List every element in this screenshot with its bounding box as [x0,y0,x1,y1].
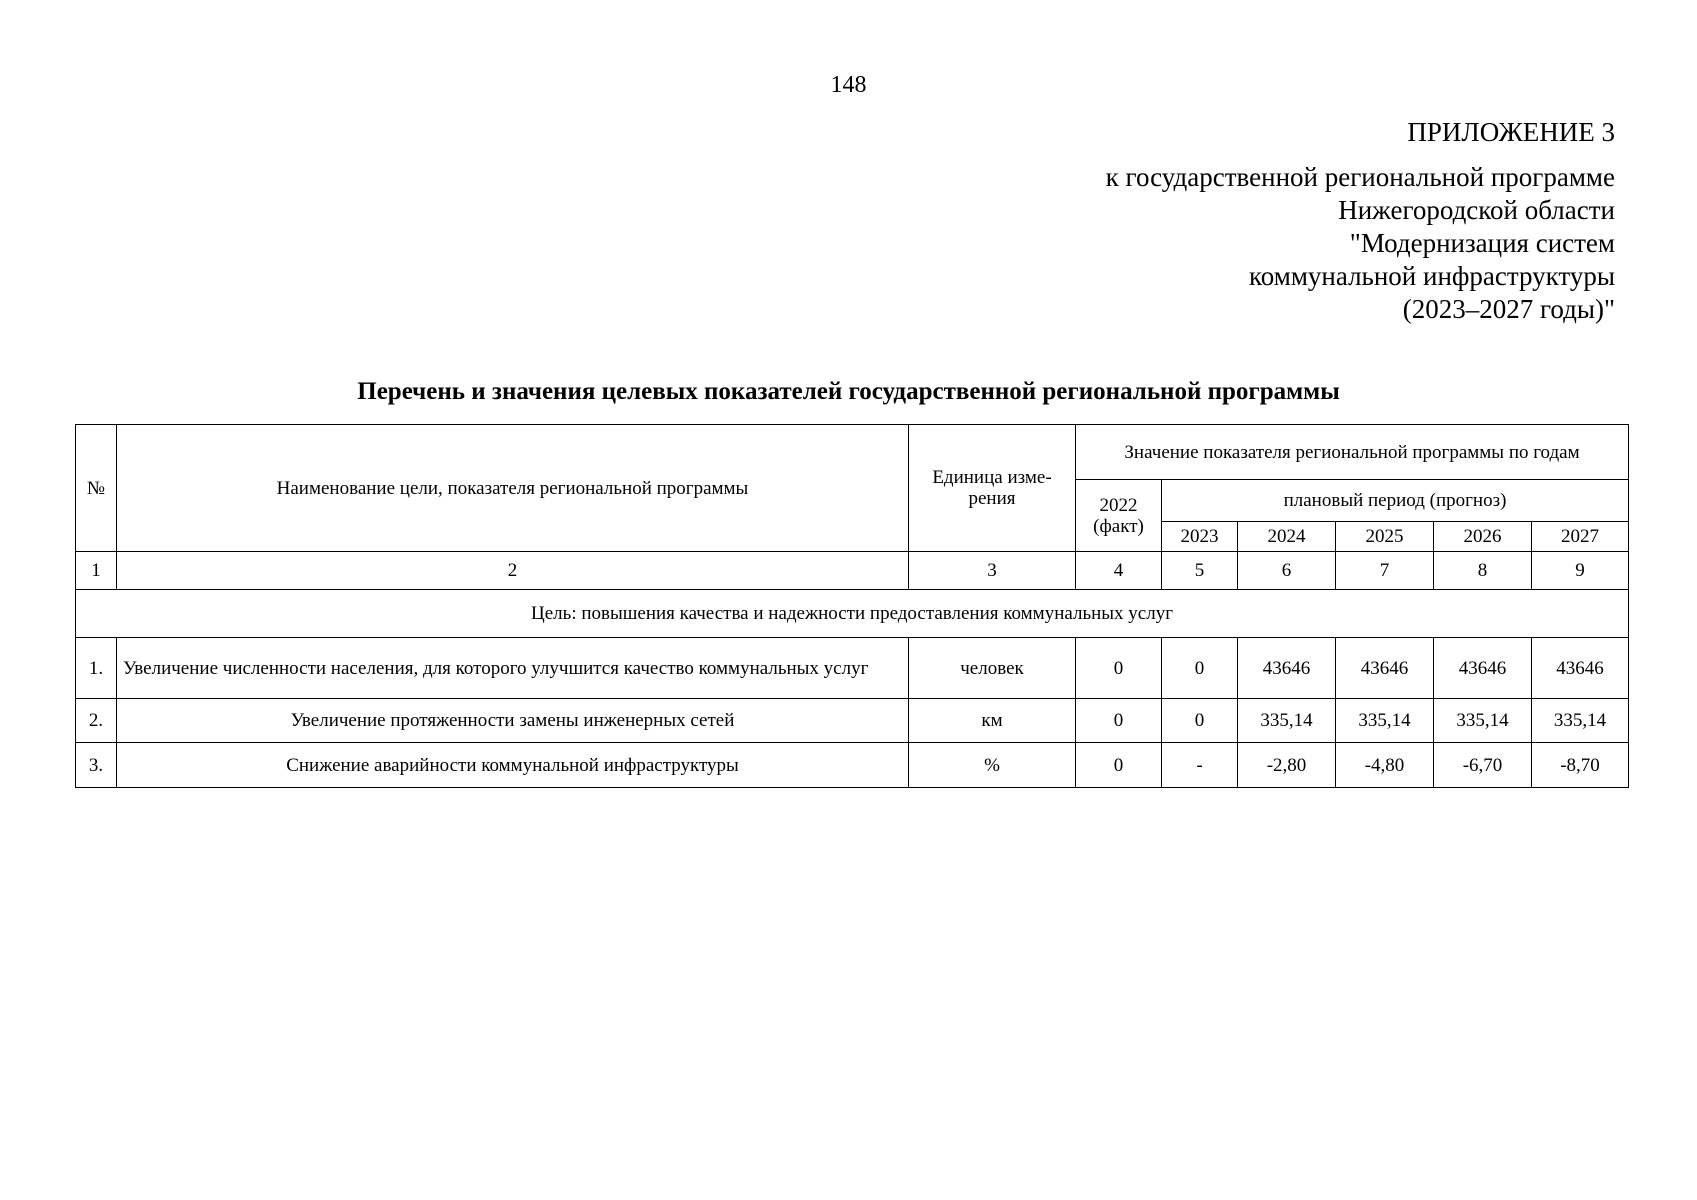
appendix-line: к государственной региональной программе [1105,162,1615,192]
appendix-title: ПРИЛОЖЕНИЕ 3 [1407,117,1615,147]
row-value: 0 [1076,699,1162,743]
row-value: 335,14 [1434,699,1532,743]
row-num: 3. [76,743,117,788]
column-number: 9 [1532,552,1629,590]
header-fact-year: 2022 [1099,494,1138,516]
header-row [76,425,1629,480]
row-name: Увеличение численности населения, для которого улучшится качество коммунальных услуг [117,638,909,699]
row-value: -8,70 [1532,743,1629,788]
row-value: 43646 [1434,638,1532,699]
row-value: 43646 [1238,638,1336,699]
row-value: 335,14 [1336,699,1434,743]
header-num: № [76,425,117,552]
header-name: Наименование цели, показателя региональной программы [117,425,909,552]
indicators-table [75,424,1629,788]
row-num: 2. [76,699,117,743]
row-value: - [1162,743,1238,788]
row-value: 43646 [1336,638,1434,699]
column-number: 1 [76,552,117,590]
row-value: 0 [1162,699,1238,743]
column-number: 2 [117,552,909,590]
document-title: Перечень и значения целевых показателей государственной региональной программы [357,378,1340,405]
table-row [76,638,1629,699]
page-number: 148 [830,72,867,98]
column-number: 5 [1162,552,1238,590]
header-plan-period: плановый период (прогноз) [1162,480,1629,522]
appendix-block [1106,116,1615,326]
header-year: 2027 [1532,522,1629,552]
appendix-line: Нижегородской области [1338,195,1615,225]
table-row [76,743,1629,788]
row-value: -2,80 [1238,743,1336,788]
row-name: Увеличение протяженности замены инженерных сетей [117,699,909,743]
row-num: 1. [76,638,117,699]
column-number: 7 [1336,552,1434,590]
row-value: 335,14 [1238,699,1336,743]
column-numbers-row [76,552,1629,590]
row-unit: человек [909,638,1076,699]
goal-text: Цель: повышения качества и надежности предоставления коммунальных услуг [76,590,1629,638]
header-year: 2026 [1434,522,1532,552]
header-year: 2023 [1162,522,1238,552]
row-unit: % [909,743,1076,788]
column-number: 4 [1076,552,1162,590]
table-row [76,699,1629,743]
row-value: 0 [1162,638,1238,699]
appendix-line: (2023–2027 годы)" [1402,294,1615,324]
header-fact [1076,480,1162,552]
row-value: 0 [1076,638,1162,699]
row-value: 335,14 [1532,699,1629,743]
row-value: -4,80 [1336,743,1434,788]
header-fact-label: (факт) [1093,515,1144,537]
column-number: 6 [1238,552,1336,590]
row-name: Снижение аварийности коммунальной инфраструктуры [117,743,909,788]
header-values-group: Значение показателя региональной программы по годам [1076,425,1629,480]
row-value: 0 [1076,743,1162,788]
appendix-line: "Модернизация систем [1349,228,1615,258]
appendix-line: коммунальной инфраструктуры [1249,261,1615,291]
column-number: 3 [909,552,1076,590]
header-year: 2025 [1336,522,1434,552]
header-year: 2024 [1238,522,1336,552]
header-unit: Единица изме-рения [909,425,1076,552]
goal-row [76,590,1629,638]
column-number: 8 [1434,552,1532,590]
row-value: -6,70 [1434,743,1532,788]
row-unit: км [909,699,1076,743]
row-value: 43646 [1532,638,1629,699]
